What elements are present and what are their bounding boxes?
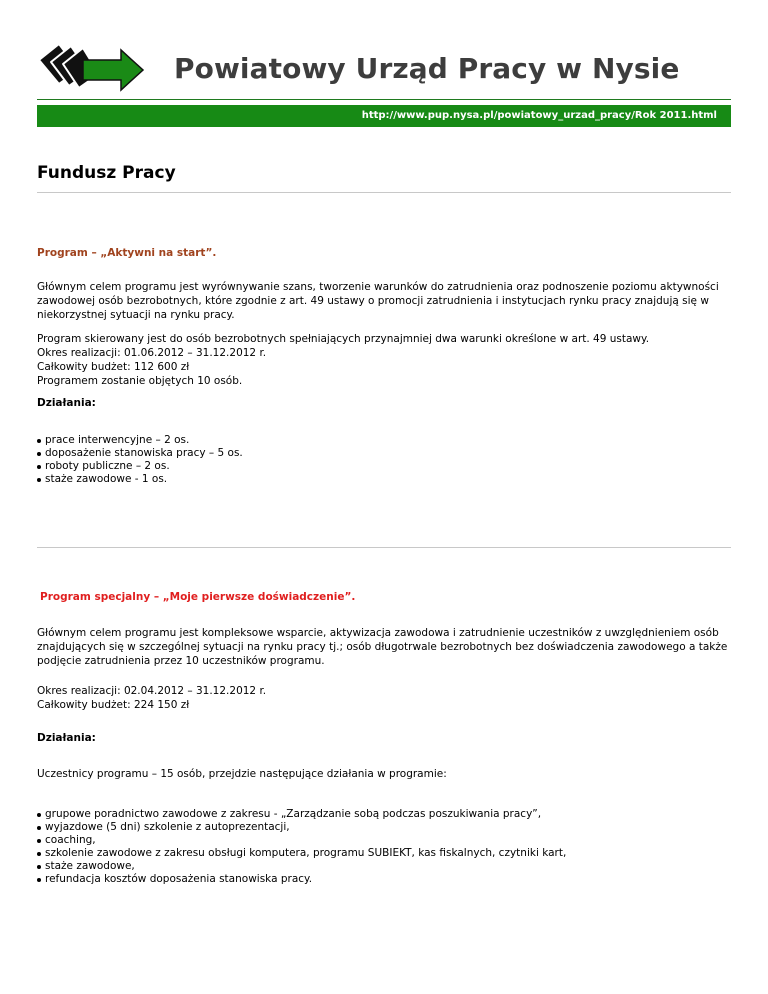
program2-details [37, 684, 731, 712]
program2-period: Okres realizacji: 02.04.2012 – 31.12.2012 r. [37, 685, 267, 697]
logo-icon [37, 40, 147, 92]
program1-details [37, 332, 731, 388]
program2-budget: Całkowity budżet: 224 150 zł [37, 699, 190, 711]
site-title: Powiatowy Urząd Pracy w Nysie [174, 52, 680, 85]
list-item: roboty publiczne – 2 os. [37, 460, 731, 473]
program2-goal: Głównym celem programu jest kompleksowe wsparcie, aktywizacja zawodowa i zatrudnienie uczestników z uwzględnieniem osób znajdujących się w szczególnej sytuacji na rynku pracy tj.; osób długotrwale bezrobotnych bez doświadczenia zawodowego a także podjęcie zatrudnienia przez 10 uczestników programu. [37, 627, 728, 667]
list-item: staże zawodowe, [37, 860, 731, 873]
program2-actions-list [37, 808, 731, 886]
page-url-link[interactable]: http://www.pup.nysa.pl/powiatowy_urzad_pracy/Rok 2011.html [361, 110, 717, 121]
list-item: szkolenie zawodowe z zakresu obsługi komputera, programu SUBIEKT, kas fiskalnych, czytniki kart, [37, 847, 731, 860]
program1-participants: Programem zostanie objętych 10 osób. [37, 375, 243, 387]
list-item: prace interwencyjne – 2 os. [37, 434, 731, 447]
list-item: coaching, [37, 834, 731, 847]
url-bar [37, 105, 731, 127]
program2-title: Program specjalny – „Moje pierwsze doświadczenie”. [40, 591, 356, 603]
program1-target: Program skierowany jest do osób bezrobotnych spełniających przynajmniej dwa warunki określone w art. 49 ustawy. [37, 333, 650, 345]
program1-period: Okres realizacji: 01.06.2012 – 31.12.2012 r. [37, 347, 267, 359]
list-item: doposażenie stanowiska pracy – 5 os. [37, 447, 731, 460]
page-title: Fundusz Pracy [37, 163, 176, 183]
program1-goal: Głównym celem programu jest wyrównywanie szans, tworzenie warunków do zatrudnienia oraz podnoszenie poziomu aktywności zawodowej osób bezrobotnych, które zgodnie z art. 49 ustawy o promocji zatrudnienia i instytucjach rynku pracy znajdują się w niekorzystnej sytuacji na rynku pracy. [37, 281, 719, 321]
program2-intro: Uczestnicy programu – 15 osób, przejdzie następujące działania w programie: [37, 768, 447, 780]
program2-actions-label: Działania: [37, 732, 96, 744]
program1-actions-label: Działania: [37, 397, 96, 409]
program1-budget: Całkowity budżet: 112 600 zł [37, 361, 190, 373]
divider [37, 547, 731, 548]
list-item: grupowe poradnictwo zawodowe z zakresu - „Zarządzanie sobą podczas poszukiwania pracy”, [37, 808, 731, 821]
header-rule [37, 99, 731, 100]
divider [37, 192, 731, 193]
program1-actions-list [37, 434, 731, 486]
list-item: wyjazdowe (5 dni) szkolenie z autoprezentacji, [37, 821, 731, 834]
list-item: staże zawodowe - 1 os. [37, 473, 731, 486]
list-item: refundacja kosztów doposażenia stanowiska pracy. [37, 873, 731, 886]
program1-title: Program – „Aktywni na start”. [37, 247, 217, 259]
page-header [37, 40, 731, 96]
